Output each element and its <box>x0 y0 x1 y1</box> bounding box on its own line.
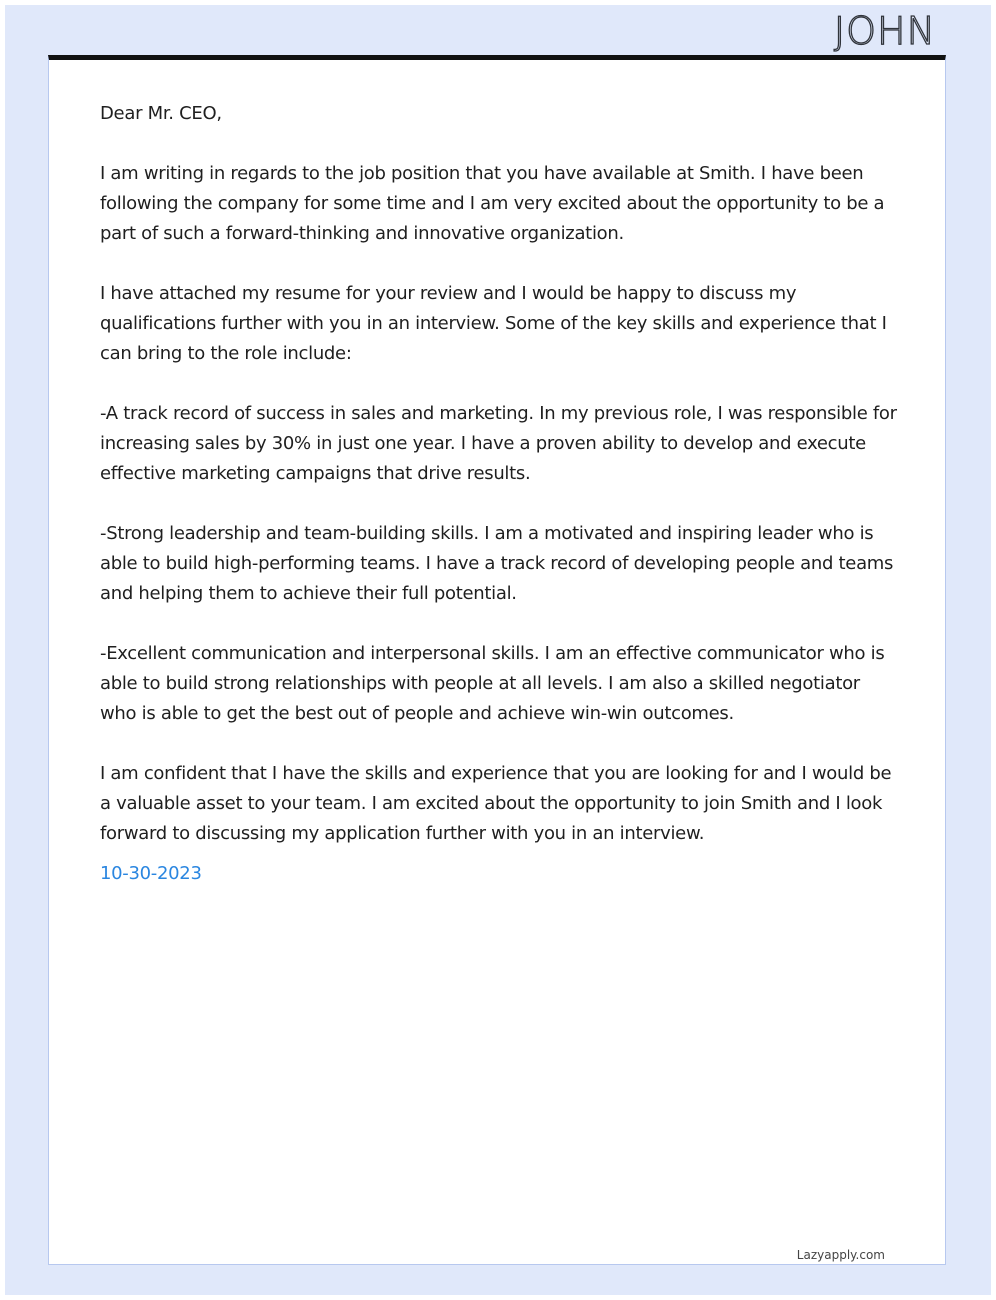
letter-date: 10-30-2023 <box>100 863 202 884</box>
letter-paragraph-intro: I am writing in regards to the job position that you have available at Smith. I have been following the company for some time and I am very excited about the opportunity to be a part of such a forward-thinking and innovative organization. <box>100 163 885 244</box>
letter-body <box>100 99 900 889</box>
letter-paragraph-resume: I have attached my resume for your review and I would be happy to discuss my qualifications further with you in an interview. Some of the key skills and experience that I can bring to the role include: <box>100 283 887 364</box>
footer-brand: Lazyapply.com <box>796 1248 885 1262</box>
applicant-name-header: JOHN <box>833 9 936 53</box>
letter-paragraph-sales-skill: -A track record of success in sales and marketing. In my previous role, I was responsible for increasing sales by 30% in just one year. I have a proven ability to develop and execute effective marketing campaigns that drive results. <box>100 403 897 484</box>
letter-paragraph-closing: I am confident that I have the skills and experience that you are looking for and I would be a valuable asset to your team. I am excited about the opportunity to join Smith and I look forward to discussing my application further with you in an interview. <box>100 763 892 844</box>
letter-greeting: Dear Mr. CEO, <box>100 103 222 124</box>
letter-paragraph-communication-skill: -Excellent communication and interpersonal skills. I am an effective communicator who is able to build strong relationships with people at all levels. I am also a skilled negotiator who is able to get the best out of people and achieve win-win outcomes. <box>100 643 885 724</box>
letter-paragraph-leadership-skill: -Strong leadership and team-building skills. I am a motivated and inspiring leader who is able to build high-performing teams. I have a track record of developing people and teams and helping them to achieve their full potential. <box>100 523 894 604</box>
